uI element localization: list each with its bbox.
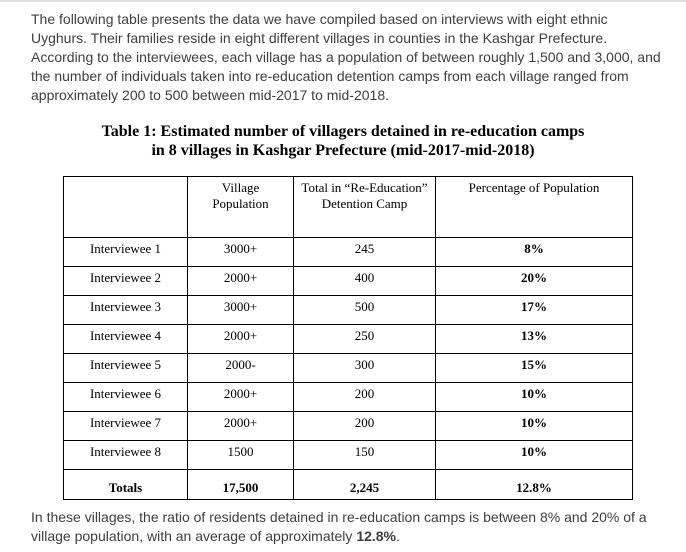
row-label-cell: Interviewee 1 [64,238,188,267]
population-cell: 1500 [188,441,294,470]
percentage-cell: 15% [436,354,633,383]
detained-cell: 200 [294,412,436,441]
totals-detained-cell: 2,245 [294,470,436,500]
closing-text-suffix: . [396,528,400,544]
intro-paragraph: The following table presents the data we have compiled based on interviews with eight ethnic Uyghurs. Their families reside in eight different villages in counties in the Kashgar Prefecture. According to the interviewees, each village has a population of between roughly 1,500 and 3,000, and the number of individuals taken into re-education detention camps from each village ranged from approximately 200 to 500 between mid-2017 to mid-2018. [31,11,661,103]
row-label-cell: Interviewee 6 [64,383,188,412]
percentage-cell: 10% [436,441,633,470]
table-row [64,267,633,296]
row-label-cell: Interviewee 5 [64,354,188,383]
totals-row [64,470,633,500]
percentage-cell: 17% [436,296,633,325]
percentage-cell: 13% [436,325,633,354]
detained-cell: 150 [294,441,436,470]
detained-cell: 400 [294,267,436,296]
row-label-cell: Interviewee 2 [64,267,188,296]
population-cell: 2000+ [188,325,294,354]
row-label-cell: Interviewee 4 [64,325,188,354]
detained-cell: 500 [294,296,436,325]
table-row [64,412,633,441]
totals-percentage-cell: 12.8% [436,470,633,500]
table-body [64,238,633,470]
row-label-cell: Interviewee 3 [64,296,188,325]
table-row [64,441,633,470]
totals-label-cell: Totals [64,470,188,500]
column-header-village-population: Village Population [188,177,294,238]
percentage-cell: 20% [436,267,633,296]
population-cell: 2000+ [188,267,294,296]
column-header-blank [64,177,188,238]
closing-paragraph [31,508,667,546]
detained-cell: 200 [294,383,436,412]
table-header-row [64,177,633,238]
percentage-cell: 8% [436,238,633,267]
closing-bold-value: 12.8% [356,528,397,544]
row-label-cell: Interviewee 7 [64,412,188,441]
population-cell: 3000+ [188,296,294,325]
detained-cell: 245 [294,238,436,267]
detainees-table [63,176,633,500]
table-row [64,325,633,354]
population-cell: 2000- [188,354,294,383]
closing-text-prefix: In these villages, the ratio of residents detained in re-education camps is between 8% and 20% of a village population, with an average of approximately [31,509,647,544]
table-title [0,122,686,160]
table-row [64,238,633,267]
table-row [64,383,633,412]
totals-population-cell: 17,500 [188,470,294,500]
percentage-cell: 10% [436,383,633,412]
column-header-detention-total: Total in “Re-Education” Detention Camp [294,177,436,238]
column-header-percentage: Percentage of Population [436,177,633,238]
table-row [64,354,633,383]
detained-cell: 300 [294,354,436,383]
percentage-cell: 10% [436,412,633,441]
row-label-cell: Interviewee 8 [64,441,188,470]
table-row [64,296,633,325]
detained-cell: 250 [294,325,436,354]
population-cell: 2000+ [188,412,294,441]
table-title-line2: in 8 villages in Kashgar Prefecture (mid-2017-mid-2018) [151,142,535,159]
population-cell: 3000+ [188,238,294,267]
table-title-line1: Table 1: Estimated number of villagers detained in re-education camps [101,123,585,140]
population-cell: 2000+ [188,383,294,412]
